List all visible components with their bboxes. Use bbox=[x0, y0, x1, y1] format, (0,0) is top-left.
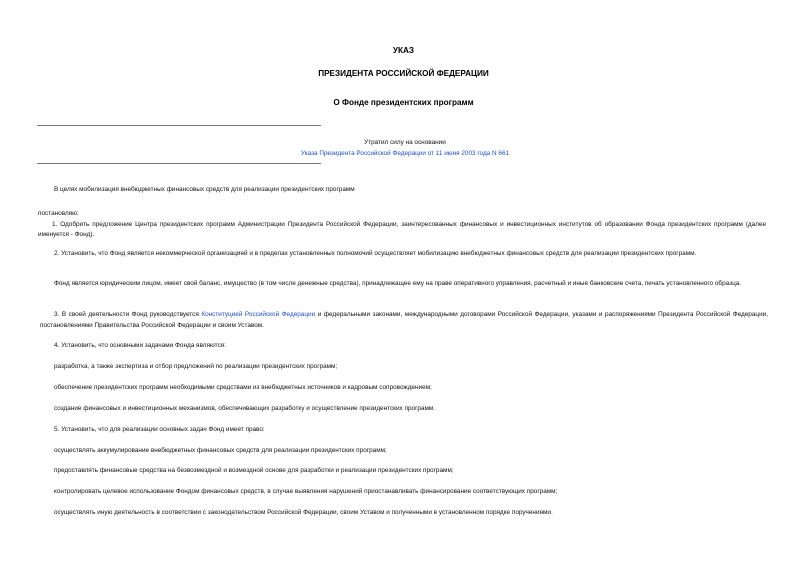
divider-top bbox=[37, 125, 321, 126]
paragraph-3-start: 3. В своей деятельности Фонд руководствуется bbox=[54, 311, 202, 318]
decree-paragraph-1 bbox=[38, 209, 766, 241]
paragraph-4-item-a: разработка, а также экспертиза и отбор предложений по реализации президентских программ; bbox=[54, 363, 338, 370]
repeal-decree-link[interactable]: Указа Президента Российской Федерации от 11 июня 2003 года N 661 bbox=[300, 150, 510, 157]
constitution-link[interactable]: Конституцией Российской Федерации bbox=[201, 311, 316, 318]
decree-subject: О Фонде президентских программ bbox=[333, 98, 474, 107]
paragraph-3 bbox=[40, 310, 768, 331]
divider-bottom bbox=[37, 163, 321, 164]
paragraph-5-item-c: контролировать целевое использование Фондом финансовых средств, в случае выявления нарушений приостанавливать финансирование соответствующих программ; bbox=[54, 488, 558, 495]
paragraph-5-item-b: предоставлять финансовые средства на безвозмездной и возмездной основе для разработки и реализации президентских программ; bbox=[54, 467, 454, 474]
paragraph-2: 2. Установить, что Фонд является некоммерческой организацией и в пределах установленных полномочий осуществляет мобилизацию внебюджетных финансовых средств для реализации президентских программ. bbox=[54, 250, 697, 257]
paragraph-4-item-c: создание финансовых и инвестиционных механизмов, обеспечивающих разработку и осуществление президентских программ. bbox=[54, 405, 436, 412]
paragraph-3-end: и федеральными законами, международными договорами Российской Федерации, указами и распоряжениями Президента Российской Федерации, постановлениями Правительства Российской Федерации и своим Уставом. bbox=[40, 311, 768, 329]
paragraph-4-item-b: обеспечение президентских программ необходимыми средствами из внебюджетных источников и кадровым сопровождением; bbox=[54, 384, 432, 391]
preamble-paragraph: В целях мобилизация внебюджетных финансовых средств для реализации президентских программ bbox=[54, 186, 355, 193]
paragraph-2b: Фонд является юридическим лицом, имеет свой баланс, имущество (в том числе денежные средства), принадлежащее ему на праве оперативного управления, расчетный и иные банковские счета, печать установленного образца. bbox=[54, 280, 742, 287]
decree-word: постановляю: bbox=[38, 210, 79, 217]
decree-title: УКАЗ bbox=[392, 46, 415, 55]
paragraph-5-item-d: осуществлять иную деятельность в соответствии с законодательством Российской Федерации, своим Уставом и полученными в установленном порядке поручениями. bbox=[54, 509, 553, 516]
paragraph-1-text: 1. Одобрить предложение Центра президентских программ Администрации Президента Российской Федерации, заинтересованных финансовых и инвестиционных институтов об образовании Фонда президентских программ (далее именуется - Фонд). bbox=[38, 220, 766, 238]
paragraph-5-item-a: осуществлять аккумулирование внебюджетных финансовых средств для реализации президентских программ; bbox=[54, 447, 387, 454]
decree-issuer: ПРЕЗИДЕНТА РОССИЙСКОЙ ФЕДЕРАЦИИ bbox=[318, 69, 489, 78]
paragraph-5: 5. Установить, что для реализации основных задач Фонд имеет право: bbox=[54, 426, 265, 433]
status-note: Утратил силу на основании bbox=[364, 139, 446, 146]
paragraph-4: 4. Установить, что основными задачами Фонда являются: bbox=[54, 342, 226, 349]
